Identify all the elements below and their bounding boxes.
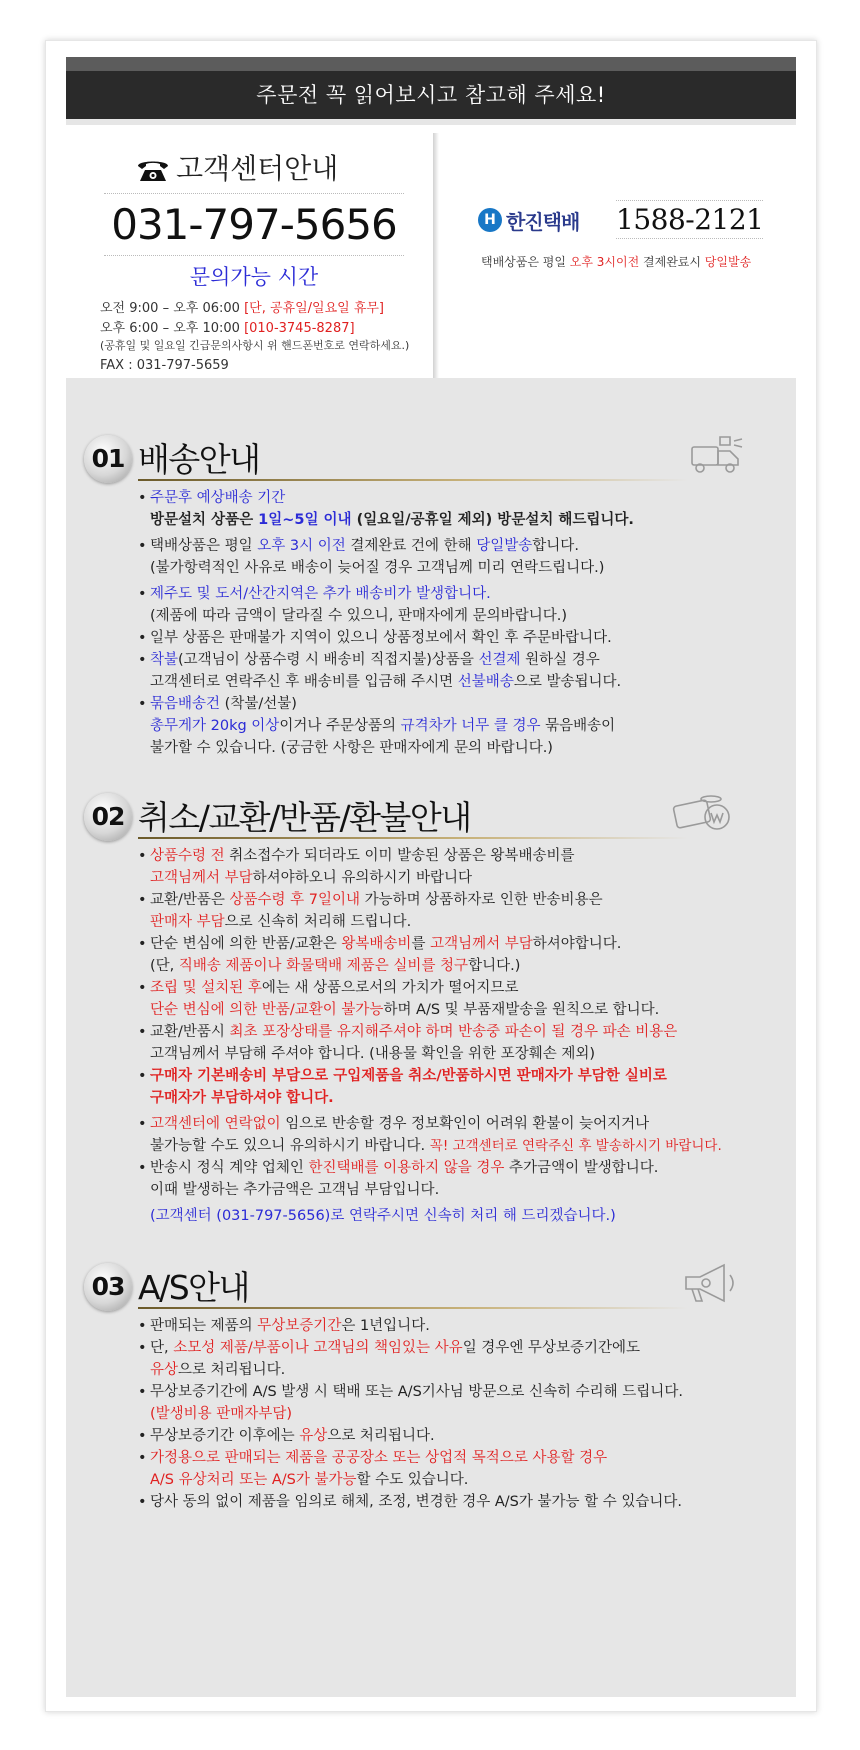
text-span: 합니다.: [532, 538, 579, 554]
text-span: 고객센터에 연락없이: [150, 1116, 281, 1132]
text-span: 묶음배송건: [150, 696, 221, 712]
text-span: 하며 A/S 및 부품재발송을 원칙으로 합니다.: [383, 1002, 660, 1018]
list-item: [136, 1337, 796, 1381]
text-span: 고객님께서 부담: [150, 870, 253, 886]
text-line: [150, 889, 796, 911]
text-span: 유상: [299, 1428, 328, 1444]
text-line: [150, 693, 796, 715]
text-span: 선결제: [478, 652, 521, 668]
text-span: 일 경우엔 무상보증기간에도: [462, 1340, 640, 1356]
list-item: [136, 977, 796, 1021]
text-line: [150, 867, 796, 889]
card-coin-icon: [671, 791, 735, 835]
section-number: 03: [91, 1272, 125, 1301]
hours-2-note: [010-3745-8287]: [244, 321, 355, 336]
text-span: 판매자 부담: [150, 914, 225, 930]
text-span: 으로 발송됩니다.: [513, 674, 622, 690]
notice-panel: [66, 57, 796, 1697]
text-span: 한진택배를 이용하지 않을 경우: [308, 1160, 505, 1176]
text-line: [150, 671, 796, 693]
text-span: 단,: [150, 1340, 174, 1356]
text-line: • 제주도 및 도서/산간지역은 추가 배송비가 발생합니다.: [150, 586, 491, 602]
text-span: 상품수령 후 7일이내: [229, 892, 361, 908]
text-span: (착불/선불): [220, 696, 297, 712]
hanjin-logo: [478, 205, 579, 235]
text-span: 무상보증기간 이후에는: [150, 1428, 300, 1444]
section-number-badge: [84, 435, 132, 483]
text-line: [150, 933, 796, 955]
list-item: [136, 535, 796, 579]
text-line: 불가할 수 있습니다. (궁금한 사항은 판매자에게 문의 바랍니다.): [150, 740, 553, 756]
text-line: [150, 715, 796, 737]
list-item: [136, 1447, 796, 1491]
text-line: [150, 649, 796, 671]
return-content: [136, 845, 796, 1227]
text-span: 으로 처리됩니다.: [178, 1362, 286, 1378]
text-span: 결제완료 건에 한해: [345, 538, 477, 554]
text-span: (일요일/공휴일 제외) 방문설치 해드립니다.: [351, 512, 634, 528]
notice-banner: 주문전 꼭 읽어보시고 참고해 주세요!: [66, 71, 796, 119]
text-span: 교환/반품시: [150, 1024, 230, 1040]
text-span: 고객님께서 부담: [430, 936, 533, 952]
list-item: [136, 1065, 796, 1109]
text-span: 유상: [150, 1362, 179, 1378]
text-span: 으로 신속히 처리해 드립니다.: [224, 914, 412, 930]
text-span: A/S 유상처리 또는 A/S가 불가능: [150, 1472, 357, 1488]
text-line: [150, 1315, 796, 1337]
text-line: (제품에 따라 금액이 달라질 수 있으니, 판매자에게 문의바랍니다.): [150, 608, 567, 624]
text-span: 방문설치 상품은: [150, 512, 259, 528]
text-line: • 무상보증기간에 A/S 발생 시 택배 또는 A/S기사님 방문으로 신속히 수리해 드립니다.: [150, 1384, 683, 1400]
list-item: [136, 1021, 796, 1065]
text-line: [150, 999, 796, 1021]
text-line: 이때 발생하는 추가금액은 고객님 부담입니다.: [150, 1182, 440, 1198]
text-line: [150, 1469, 796, 1491]
text-line: • 가정용으로 판매되는 제품을 공공장소 또는 상업적 목적으로 사용할 경우: [150, 1450, 608, 1466]
section-title: 취소/교환/반품/환불안내: [138, 798, 471, 837]
text-span: 고객센터로 연락주신 후 배송비를 입금해 주시면: [150, 674, 458, 690]
section-delivery-header: [66, 429, 796, 489]
text-span: 합니다.): [468, 958, 521, 974]
text-span: 무상보증기간: [257, 1318, 342, 1334]
text-line: [150, 509, 796, 531]
text-span: 교환/반품은: [150, 892, 230, 908]
text-span: (고객님이 상품수령 시 배송비 직접지불)상품을: [178, 652, 479, 668]
text-span: 에는 새 상품으로서의 가치가 떨어지므로: [261, 980, 519, 996]
text-span: 1일~5일 이내: [258, 512, 352, 528]
text-span: 선불배송: [457, 674, 514, 690]
text-line: • 주문후 예상배송 기간: [150, 490, 286, 506]
list-item: [136, 487, 796, 531]
text-span: 취소접수가 되더라도 이미 발송된 상품은 왕복배송비를: [224, 848, 575, 864]
section-underline: [138, 837, 688, 839]
list-item: [136, 1315, 796, 1337]
text-span: 반송시 정식 계약 업체인: [150, 1160, 309, 1176]
list-item: [136, 933, 796, 977]
telephone-icon: [136, 157, 170, 183]
text-line: [150, 977, 796, 999]
hours-1-note: [단, 공휴일/일요일 휴무]: [244, 301, 385, 316]
text-span: 단순 변심에 의한 반품/교환이 불가능: [150, 1002, 384, 1018]
customer-center-label: 고객센터안내: [176, 152, 339, 185]
text-span: 으로 처리됩니다.: [327, 1428, 435, 1444]
text-span: 추가금액이 발생합니다.: [504, 1160, 659, 1176]
text-line: 구매자가 부담하셔야 합니다.: [150, 1090, 334, 1106]
text-span: 상품수령 전: [150, 848, 225, 864]
text-line: [150, 1135, 796, 1157]
contact-box: [66, 125, 796, 378]
list-item: [136, 583, 796, 627]
courier-note-a: 택배상품은 평일: [481, 255, 570, 269]
text-span: 소모성 제품/부품이나 고객님의 책임있는 사유: [173, 1340, 463, 1356]
text-line: [150, 535, 796, 557]
text-span: 가능하며 상품하자로 인한 반송비용은: [360, 892, 603, 908]
page-frame: [45, 40, 817, 1712]
text-span: 하셔야하오니 유의하시기 바랍니다: [252, 870, 472, 886]
text-span: 총무게가 20kg 이상: [150, 718, 280, 734]
holiday-note: (공휴일 및 일요일 긴급문의사항시 위 핸드폰번호로 연락하세요.): [100, 339, 410, 352]
list-item: [136, 889, 796, 933]
text-span: 를: [411, 936, 431, 952]
fax-number: FAX : 031-797-5659: [100, 358, 229, 373]
customer-phone: 031-797-5656: [104, 193, 404, 256]
text-line: [150, 1359, 796, 1381]
list-item: [136, 649, 796, 693]
hours-2: 오후 6:00 – 오후 10:00: [100, 321, 240, 336]
list-item: [136, 845, 796, 889]
courier-phone: 1588-2121: [616, 200, 763, 239]
section-number-badge: [84, 793, 132, 841]
text-line: • 구매자 기본배송비 부담으로 구입제품을 취소/반품하시면 판매자가 부담한 실비로: [150, 1068, 667, 1084]
text-span: 묶음배송이: [540, 718, 616, 734]
list-item: [136, 693, 796, 759]
text-span: 판매되는 제품의: [150, 1318, 258, 1334]
section-underline: [138, 479, 688, 481]
text-span: 할 수도 있습니다.: [356, 1472, 469, 1488]
hours-1: 오전 9:00 – 오후 06:00: [100, 301, 240, 316]
hours-line-2: [100, 317, 355, 336]
delivery-truck-icon: [684, 433, 748, 477]
section-as-header: [66, 1257, 796, 1317]
section-title: 배송안내: [138, 440, 260, 479]
top-accent-bar: [66, 57, 796, 71]
text-span: 불가능할 수도 있으니 유의하시기 바랍니다.: [150, 1138, 430, 1154]
text-span: (단,: [150, 958, 179, 974]
section-return-header: [66, 787, 796, 847]
text-line: (고객센터 (031-797-5656)로 연락주시면 신속히 처리 해 드리겠습니다.): [150, 1208, 616, 1224]
text-line: [150, 955, 796, 977]
hanjin-logo-icon: H: [478, 208, 502, 232]
courier-note: [481, 253, 751, 270]
text-span: 꼭! 고객센터로 연락주신 후 발송하시기 바랍니다.: [429, 1138, 722, 1154]
text-line: • 당사 동의 없이 제품을 임의로 해체, 조정, 변경한 경우 A/S가 불가능 할 수 있습니다.: [150, 1494, 682, 1510]
text-span: 조립 및 설치된 후: [150, 980, 262, 996]
contact-divider: [433, 133, 439, 378]
text-line: [150, 1113, 796, 1135]
text-span: 착불: [150, 652, 179, 668]
text-line: (불가항력적인 사유로 배송이 늦어질 경우 고객님께 미리 연락드립니다.): [150, 560, 605, 576]
text-line: [150, 911, 796, 933]
text-span: 규격차가 너무 클 경우: [400, 718, 541, 734]
section-number-badge: [84, 1263, 132, 1311]
text-span: 이거나 주문상품의: [279, 718, 401, 734]
text-span: 최초 포장상태를 유지해주셔야 하며 반송중 파손이 될 경우 파손 비용은: [229, 1024, 678, 1040]
text-span: 단순 변심에 의한 반품/교환은: [150, 936, 342, 952]
text-line: • 일부 상품은 판매불가 지역이 있으니 상품정보에서 확인 후 주문바랍니다.: [150, 630, 612, 646]
text-line: [150, 1021, 796, 1043]
text-line: [150, 1337, 796, 1359]
customer-center: [66, 125, 436, 378]
hours-title: 문의가능 시간: [189, 265, 319, 289]
section-number: 02: [91, 802, 125, 831]
delivery-content: [136, 487, 796, 759]
text-line: [150, 1425, 796, 1447]
text-span: 당일발송: [476, 538, 533, 554]
text-span: 하셔야합니다.: [532, 936, 622, 952]
list-item: [136, 1157, 796, 1227]
text-line: [150, 1157, 796, 1179]
megaphone-icon: [678, 1261, 742, 1305]
text-span: 은 1년입니다.: [341, 1318, 430, 1334]
text-span: 임으로 반송할 경우 정보확인이 어려워 환불이 늦어지거나: [280, 1116, 650, 1132]
text-span: 오후 3시 이전: [257, 538, 346, 554]
as-content: [136, 1315, 796, 1513]
text-line: (발생비용 판매자부담): [150, 1406, 292, 1422]
list-item: [136, 1381, 796, 1425]
section-title: A/S안내: [138, 1268, 249, 1307]
text-span: 택배상품은 평일: [150, 538, 258, 554]
section-number: 01: [91, 444, 125, 473]
list-item: [136, 627, 796, 649]
list-item: [136, 1113, 796, 1157]
text-line: 고객님께서 부담해 주셔야 합니다. (내용물 확인을 위한 포장훼손 제외): [150, 1046, 595, 1062]
text-span: 원하실 경우: [520, 652, 600, 668]
courier-note-d: 당일발송: [704, 255, 752, 269]
hours-line-1: [100, 297, 384, 316]
customer-center-title: [136, 147, 338, 187]
text-span: 왕복배송비: [341, 936, 412, 952]
hanjin-name: 한진택배: [506, 209, 580, 234]
list-item: [136, 1425, 796, 1447]
section-underline: [138, 1307, 688, 1309]
list-item: [136, 1491, 796, 1513]
courier-note-b: 오후 3시이전: [569, 255, 640, 269]
text-span: 직배송 제품이나 화물택배 제품은 실비를 청구: [178, 958, 469, 974]
text-line: [150, 845, 796, 867]
courier-info: [441, 125, 796, 378]
courier-note-c: 결제완료시: [639, 255, 705, 269]
